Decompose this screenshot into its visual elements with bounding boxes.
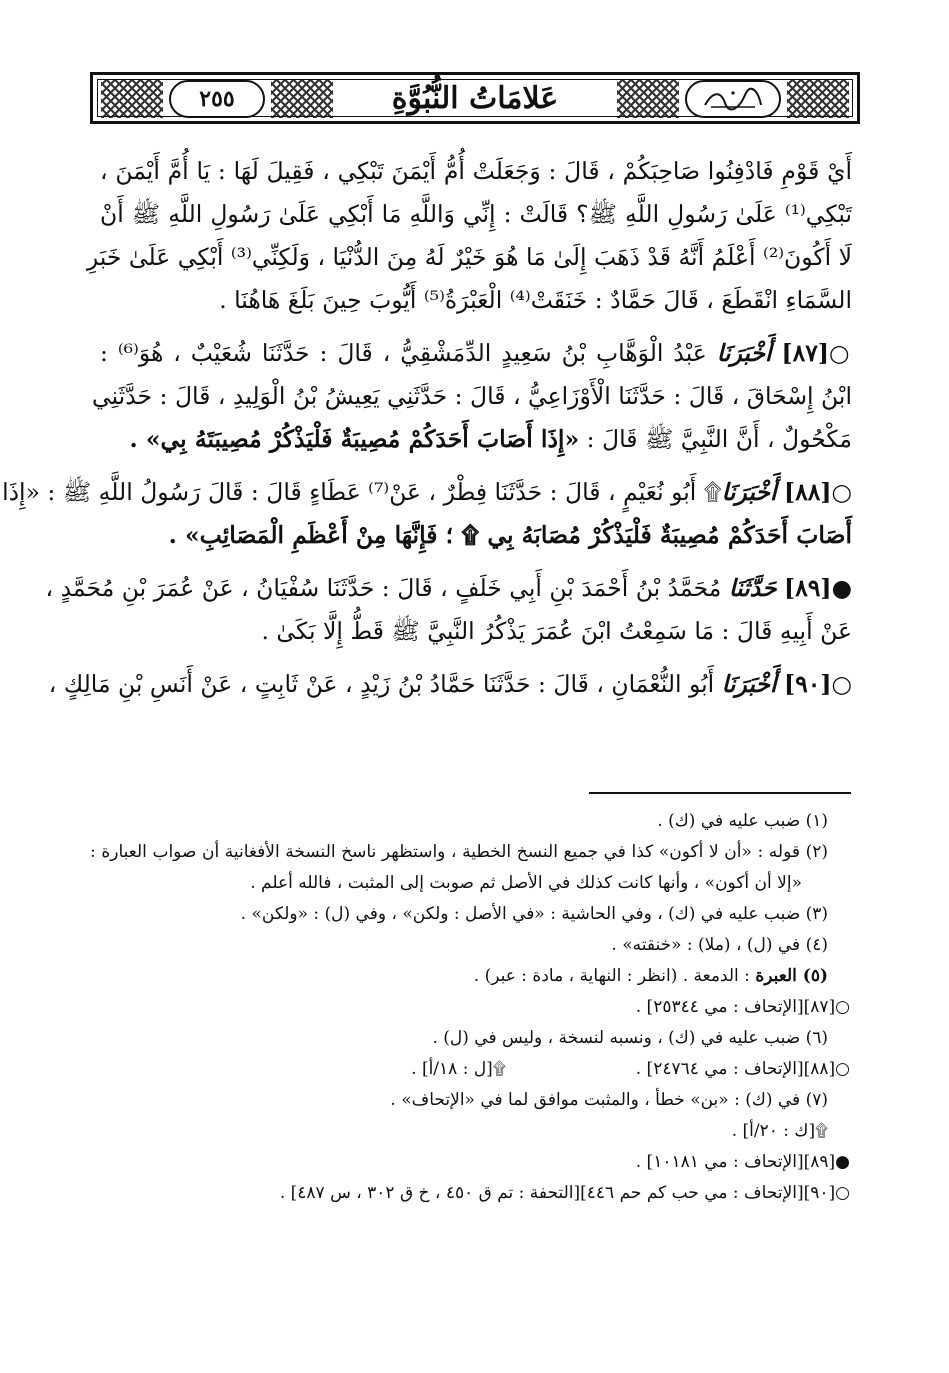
text-line: لَا أَكُونَ⁽²⁾ أَعْلَمُ أَنَّهُ قَدْ ذَهَبَ إِلَىٰ مَا هُوَ خَيْرٌ لَهُ مِنَ الدُّنْيَا ، وَلَكِنِّي⁽³⁾ أَبْكِي عَلَىٰ خَبَرِ xyxy=(86,243,852,271)
transmission-word: أَخْبَرَنَا xyxy=(716,339,772,367)
publisher-seal-icon xyxy=(685,80,781,118)
seal-calligraphy-icon xyxy=(701,87,765,111)
ornament-icon xyxy=(101,80,163,118)
hadith-number: [٩٠] xyxy=(783,670,832,698)
text-line: تَبْكِي⁽¹⁾ عَلَىٰ رَسُولِ اللَّهِ ﷺ؟ قَالَتْ : إِنِّي وَاللَّهِ مَا أَبْكِي عَلَىٰ رَسُولِ اللَّهِ ﷺ أَنْ xyxy=(100,200,852,228)
page-number: ٢٥٥ xyxy=(169,80,265,118)
chapter-title: عَلامَاتُ النُّبُوَّةِ xyxy=(391,81,559,116)
footnote: (١) ضبب عليه في (ك) . xyxy=(657,811,828,831)
text-line: السَّمَاءِ انْقَطَعَ ، قَالَ حَمَّادٌ : خَنَقَتْ⁽⁴⁾ الْعَبْرَةُ⁽⁵⁾ أَيُّوبَ حِينَ بَلَغَ هَاهُنَا . xyxy=(219,286,852,314)
text-line: عَنْ أَبِيهِ قَالَ : مَا سَمِعْتُ ابْنَ عُمَرَ يَذْكُرُ النَّبِيَّ ﷺ قَطُّ إِلَّا بَكَىٰ . xyxy=(261,617,852,645)
hadith-87-line: ○[٨٧] أَخْبَرَنَا عَبْدُ الْوَهَّابِ بْنُ سَعِيدٍ الدِّمَشْقِيُّ ، قَالَ : حَدَّثَنَا شُعَيْبٌ ، هُوَ⁽⁶⁾ : xyxy=(100,339,852,367)
ornament-icon xyxy=(617,80,679,118)
hadith-88-line: ○[٨٨] أَخْبَرَنَا۩ أَبُو نُعَيْمٍ ، قَالَ : حَدَّثَنَا فِطْرٌ ، عَنْ⁽⁷⁾ عَطَاءٍ قَالَ : قَالَ رَسُولُ اللَّهِ ﷺ : «إِذَا xyxy=(2,478,852,506)
transmission-word: أَخْبَرَنَا xyxy=(721,670,777,698)
takhrij-reference: ○[٩٠][الإتحاف : مي حب كم حم ٤٤٦][التحفة : تم ق ٤٥٠ ، خ ق ٣٠٢ ، س ٤٨٧] . xyxy=(279,1183,850,1203)
footnote-continuation: «إلا أن أكون» ، وأنها كانت كذلك في الأصل ثم صوبت إلى المثبت ، فالله أعلم . xyxy=(250,873,802,893)
hadith-number: [٨٩] xyxy=(783,574,832,602)
main-text xyxy=(2,150,852,706)
text-line: ابْنُ إِسْحَاقَ ، قَالَ : حَدَّثَنَا الْأَوْزَاعِيُّ ، قَالَ : حَدَّثَنِي يَعِيشُ بْنُ الْوَلِيدِ ، قَالَ : حَدَّثَنِي xyxy=(92,382,852,410)
running-header xyxy=(90,72,860,124)
footnote: (٢) قوله : «أن لا أكون» كذا في جميع النسخ الخطية ، واستظهر ناسخ النسخة الأفغانية أن صواب العبارة : xyxy=(90,842,828,862)
footnotes xyxy=(90,806,850,1209)
footnote-term: (٥) العبرة xyxy=(755,966,828,986)
takhrij-reference: ●[٨٩][الإتحاف : مي ١٠١٨١] . xyxy=(635,1152,850,1172)
hadith-90-line: ○[٩٠] أَخْبَرَنَا أَبُو النُّعْمَانِ ، قَالَ : حَدَّثَنَا حَمَّادُ بْنُ زَيْدٍ ، عَنْ ثَابِتٍ ، عَنْ أَنَسِ بْنِ مَالِكٍ ، xyxy=(48,670,852,698)
transmission-word: حَدَّثَنَا xyxy=(728,574,777,602)
ornament-icon xyxy=(787,80,849,118)
footnote-divider xyxy=(589,792,851,794)
hadith-text: أَصَابَ أَحَدَكُمْ مُصِيبَةٌ فَلْيَذْكُرْ مُصَابَهُ بِي ۩ ؛ فَإِنَّهَا مِنْ أَعْظَمِ الْمَصَائِبِ» . xyxy=(168,521,852,549)
footnote: (٧) في (ك) : «بن» خطأ ، والمثبت موافق لما في «الإتحاف» . xyxy=(390,1090,828,1110)
hadith-text: «إِذَا أَصَابَ أَحَدَكُمْ مُصِيبَةٌ فَلْيَذْكُرْ مُصِيبَتَهُ بِي» . xyxy=(129,425,580,453)
hadith-89-line: ●[٨٩] حَدَّثَنَا مُحَمَّدُ بْنُ أَحْمَدَ بْنِ أَبِي خَلَفٍ ، قَالَ : حَدَّثَنَا سُفْيَانُ ، عَنْ عُمَرَ بْنِ مُحَمَّدٍ ، xyxy=(45,574,852,602)
footnote: (٤) في (ل) ، (ملا) : «خنقته» . xyxy=(611,935,828,955)
hadith-number: [٨٨] xyxy=(783,478,832,506)
footnote: (٣) ضبب عليه في (ك) ، وفي الحاشية : «في الأصل : ولكن» ، وفي (ل) : «ولكن» . xyxy=(240,904,828,924)
footnote: (٦) ضبب عليه في (ك) ، ونسبه لنسخة ، وليس في (ل) . xyxy=(432,1028,828,1048)
manuscript-folio: ۩[ك : ٢٠/أ] . xyxy=(731,1121,828,1141)
hadith-number: [٨٧] xyxy=(781,339,830,367)
ornament-icon xyxy=(271,80,333,118)
footnote: (٥) العبرة : الدمعة . (انظر : النهاية ، مادة : عبر) . xyxy=(473,966,828,986)
takhrij-reference: ○[٨٧][الإتحاف : مي ٢٥٣٤٤] . xyxy=(635,997,850,1017)
text-line: أَيْ قَوْمِ فَادْفِنُوا صَاحِبَكُمْ ، قَالَ : وَجَعَلَتْ أُمُّ أَيْمَنَ تَبْكِي ، فَقِيلَ لَهَا : يَا أُمَّ أَيْمَنَ ، xyxy=(100,157,852,185)
manuscript-folio: ۩[ل : ١٨/أ] . xyxy=(411,1059,506,1079)
takhrij-reference: ○[٨٨][الإتحاف : مي ٢٤٧٦٤] .۩[ل : ١٨/أ] . xyxy=(90,1054,850,1085)
text-line: مَكْحُولٌ ، أَنَّ النَّبِيَّ ﷺ قَالَ : «إِذَا أَصَابَ أَحَدَكُمْ مُصِيبَةٌ فَلْيَذْكُرْ مُصِيبَتَهُ بِي» . xyxy=(129,425,852,453)
transmission-word: أَخْبَرَنَا xyxy=(721,478,777,506)
